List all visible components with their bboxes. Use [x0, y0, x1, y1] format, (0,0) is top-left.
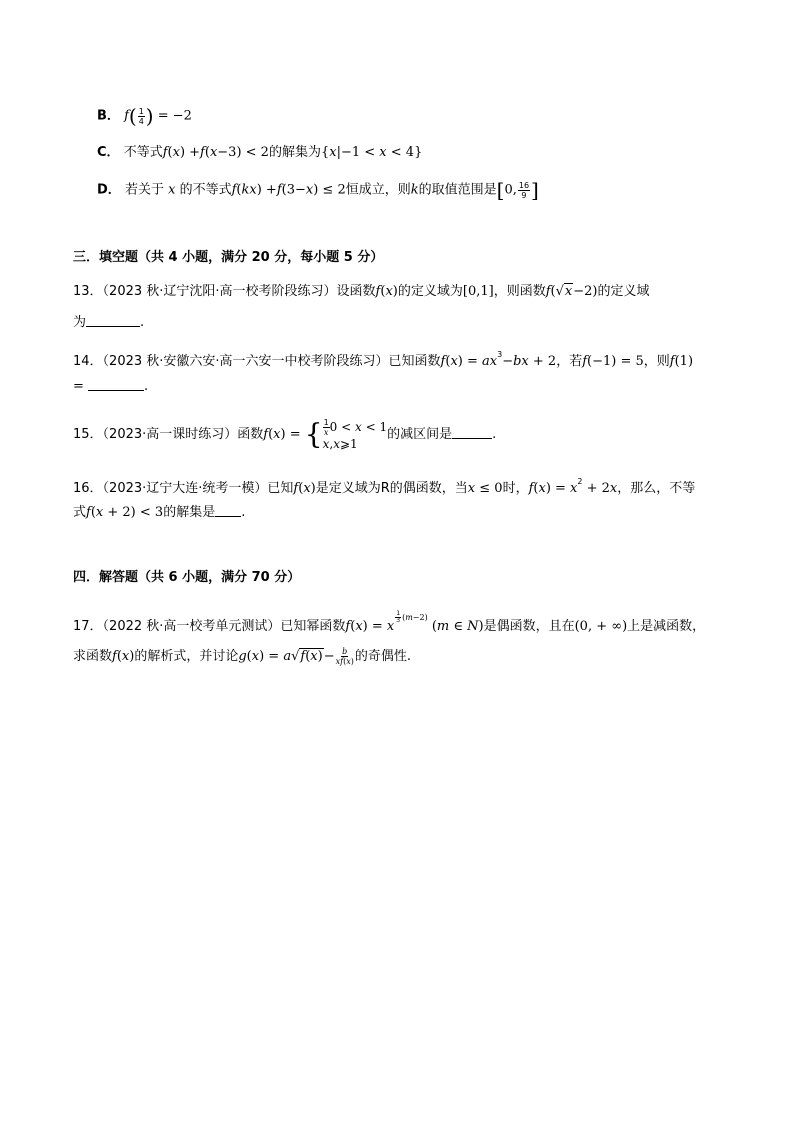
question-number: 13．	[73, 284, 103, 299]
question-number: 14．	[73, 354, 103, 369]
answer-blank[interactable]	[452, 426, 492, 439]
answer-blank[interactable]	[215, 504, 241, 517]
question-source: （2022 秋·高一校考单元测试）	[102, 619, 281, 634]
question-number: 16．	[73, 481, 103, 496]
option-c-text: 的解集为	[268, 145, 321, 160]
option-d-label: D．	[97, 182, 121, 198]
option-d: D． 若关于 x 的不等式f(kx) +f(3−x) ≤ 2恒成立，则k的取值范围是[0, $\frac{16}{9}$ ]	[97, 178, 539, 202]
question-15: 15．（2023·高一课时练习）函数f(x) = { $\frac{1}{x}$ 0 < x < 1 x,x⩾1 的减区间是 .	[73, 417, 497, 451]
question-17: 17．（2022 秋·高一校考单元测试）已知幂函数f(x) = x $^{\frac{1}{3} (m-2)}$ (m ∈ N)是偶函数，且在(0, + ∞)上是减函数，	[73, 610, 706, 634]
answer-blank[interactable]	[86, 314, 140, 327]
question-number: 15．	[73, 427, 103, 442]
option-c: C． 不等式f(x) +f(x−3) < 2的解集为{x|−1 < x < 4}	[97, 145, 423, 160]
question-14-cont: = .	[73, 379, 149, 394]
question-source: （2023·高一课时练习）	[102, 427, 238, 442]
question-source: （2023 秋·辽宁沈阳·高一校考阶段练习）	[102, 284, 337, 299]
question-16: 16．（2023·辽宁大连·统考一模）已知f(x)是定义域为R的偶函数，当x ≤ 0时，$f(x) = x^2 + 2x$，那么，不等	[73, 477, 696, 496]
question-16-cont: 式f(x + 2) < 3的解集是 .	[73, 505, 246, 520]
question-17-cont: 求函数f(x)的解析式，并讨论g(x) = a√f(x)− $\frac{b}{xf(x)}$ 的奇偶性.	[73, 647, 411, 666]
section-title: 三．填空题（共 4 小题，满分 20 分，每小题 5 分）	[73, 250, 384, 265]
math-expression: f	[124, 108, 129, 124]
answer-blank[interactable]	[88, 378, 144, 391]
option-b: B． f( $\frac{1}{4}$ ) = −2	[97, 104, 192, 128]
question-14: 14．（2023 秋·安徽六安·高一六安一中校考阶段练习）已知函数$f(x) = ax^3-bx + 2$，若f(−1) = 5，则f(1)	[73, 350, 694, 369]
option-c-label: C．	[97, 145, 120, 160]
question-source: （2023 秋·安徽六安·高一六安一中校考阶段练习）	[102, 354, 389, 369]
option-c-text: 不等式	[123, 145, 163, 160]
question-13-cont: 为 .	[73, 315, 145, 330]
question-13: 13．（2023 秋·辽宁沈阳·高一校考阶段练习）设函数f(x)的定义域为[0,1]，则函数f(√x−2)的定义域	[73, 284, 650, 299]
section-title: 四．解答题（共 6 小题，满分 70 分）	[73, 570, 301, 585]
question-number: 17．	[73, 619, 103, 634]
option-b-label: B．	[97, 108, 120, 124]
math-expression: f	[162, 145, 168, 160]
question-source: （2023·辽宁大连·统考一模）	[102, 481, 268, 496]
